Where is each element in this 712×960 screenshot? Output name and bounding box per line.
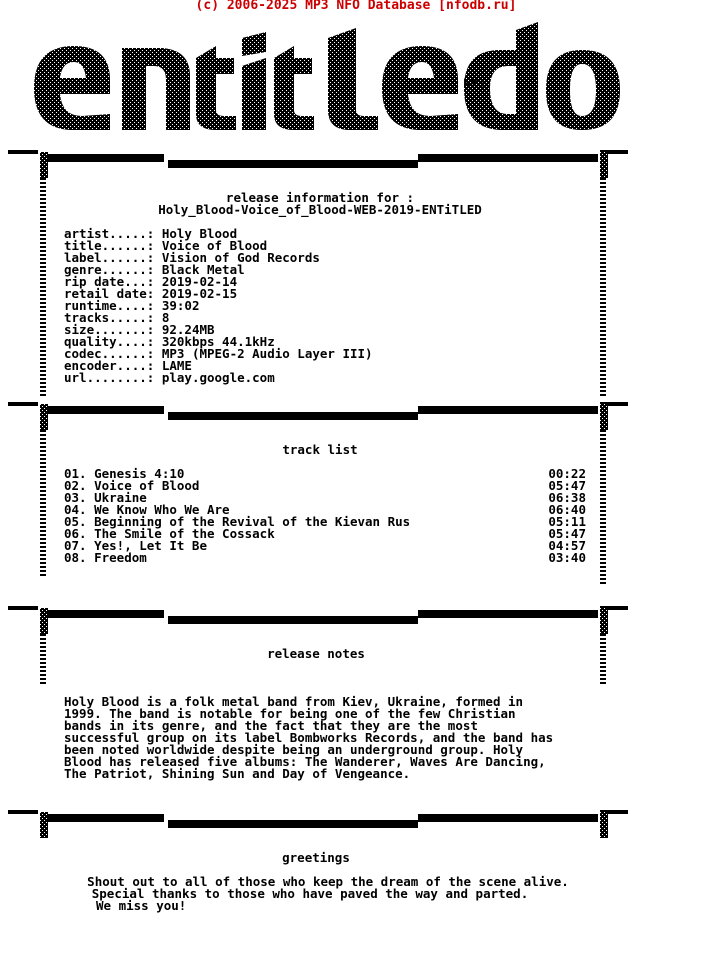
logo-tag: hX!	[463, 76, 486, 91]
field-label: tracks.....:	[64, 310, 162, 325]
greetings-heading: greetings	[282, 850, 350, 865]
track-duration: 05:47	[548, 478, 586, 493]
track-title: 03. Ukraine	[64, 490, 147, 505]
field-label: label......:	[64, 250, 162, 265]
track-title: 07. Yes!, Let It Be	[64, 538, 207, 553]
field-value: 8	[161, 310, 170, 325]
field-label: artist.....:	[64, 226, 162, 241]
field-value: 39:02	[161, 298, 200, 313]
field-label: quality....:	[64, 334, 162, 349]
field-value: LAME	[161, 358, 192, 373]
greeting-line: Shout out to all of those who keep the dream of the scene alive.	[87, 874, 569, 889]
track-duration: 06:40	[548, 502, 586, 517]
entitled-ascii-logo	[30, 18, 630, 138]
field-label: url........:	[64, 370, 162, 385]
field-label: encoder....:	[64, 358, 162, 373]
field-label: genre......:	[64, 262, 162, 277]
field-value: Holy Blood	[161, 226, 238, 241]
track-list-heading: track list	[282, 442, 358, 457]
field-label: codec......:	[64, 346, 162, 361]
field-label: retail date:	[64, 286, 162, 301]
field-value: 92.24MB	[161, 322, 215, 337]
track-duration: 03:40	[548, 550, 586, 565]
track-row	[64, 552, 586, 564]
track-title: 01. Genesis 4:10	[64, 466, 185, 481]
section-divider-greetings	[8, 808, 630, 838]
track-title: 02. Voice of Blood	[64, 478, 200, 493]
field-label: rip date...:	[64, 274, 162, 289]
copyright-banner: (c) 2006-2025 MP3 NFO Database [nfodb.ru]	[195, 0, 517, 13]
release-name: Holy_Blood-Voice_of_Blood-WEB-2019-ENTiTLED	[158, 202, 482, 217]
track-duration: 00:22	[548, 466, 586, 481]
field-label: runtime....:	[64, 298, 162, 313]
release-notes-heading: release notes	[267, 646, 365, 661]
section-divider-release-info	[8, 148, 630, 178]
track-duration: 05:47	[548, 526, 586, 541]
track-title: 06. The Smile of the Cossack	[64, 526, 275, 541]
field-value: Vision of God Records	[161, 250, 320, 265]
track-title: 04. We Know Who We Are	[64, 502, 230, 517]
field-label: size.......:	[64, 322, 162, 337]
field-row	[64, 372, 275, 384]
field-value: play.google.com	[161, 370, 275, 385]
section-divider-release-notes	[8, 604, 630, 634]
field-value: Voice of Blood	[161, 238, 268, 253]
field-value: Black Metal	[161, 262, 245, 277]
track-duration: 05:11	[548, 514, 586, 529]
field-value: 2019-02-15	[161, 286, 238, 301]
field-value: 2019-02-14	[161, 274, 238, 289]
field-label: title......:	[64, 238, 162, 253]
track-duration: 06:38	[548, 490, 586, 505]
field-value: MP3 (MPEG-2 Audio Layer III)	[161, 346, 373, 361]
section-divider-track-list	[8, 400, 630, 430]
release-notes-text: Holy Blood is a folk metal band from Kiev, Ukraine, formed in 1999. The band is notable for being one of the few Christian bands in its genre, and the fact that they are the most successful group on its label Bombworks Records, and the band has been noted worldwide despite being an underground group. Holy Blood has released five albums: The Wanderer, Waves Are Dancing, The Patriot, Shining Sun and Day of Vengeance.	[64, 694, 554, 781]
greeting-line: Special thanks to those who have paved the way and parted.	[91, 886, 529, 901]
track-title: 08. Freedom	[64, 550, 147, 565]
greeting-line: We miss you!	[96, 898, 187, 913]
track-title: 05. Beginning of the Revival of the Kievan Rus	[64, 514, 411, 529]
release-info-heading: release information for :	[225, 190, 415, 205]
track-duration: 04:57	[548, 538, 586, 553]
field-value: 320kbps 44.1kHz	[161, 334, 275, 349]
